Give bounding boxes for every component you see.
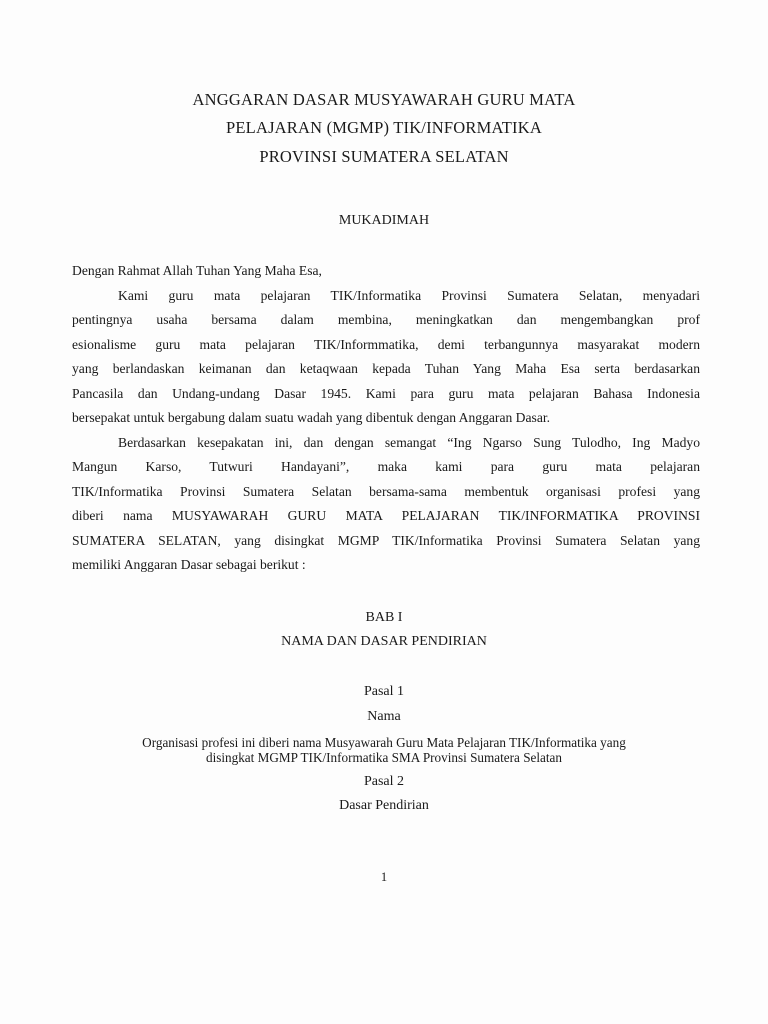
pasal-1-label: Pasal 1	[363, 684, 405, 699]
opening-line: Dengan Rahmat Allah Tuhan Yang Maha Esa,	[72, 263, 322, 278]
paragraph-1-line: esionalisme guru mata pelajaran TIK/Informmatika, demi terbangunnya masyarakat modern	[72, 336, 700, 352]
paragraph-1-line: pentingnya usaha bersama dalam membina, meningkatkan dan mengembangkan prof	[72, 312, 700, 327]
paragraph-2-line: Berdasarkan kesepakatan ini, dan dengan semangat “Ing Ngarso Sung Tulodho, Ing Madyo	[118, 434, 700, 450]
pasal-1-body	[0, 735, 768, 765]
paragraph-1-line: bersepakat untuk bergabung dalam suatu wadah yang dibentuk dengan Anggaran Dasar.	[72, 410, 551, 425]
paragraph-1-line: yang berlandaskan keimanan dan ketaqwaan kepada Tuhan Yang Maha Esa serta berdasarkan	[72, 361, 700, 376]
paragraph-1-line: Kami guru mata pelajaran TIK/Informatika Provinsi Sumatera Selatan, menyadari	[118, 287, 700, 303]
pasal-1-title: Nama	[367, 709, 401, 724]
page-number: 1	[380, 870, 388, 884]
pasal-1-body-line-2: disingkat MGMP TIK/Informatika SMA Provinsi Sumatera Selatan	[205, 750, 563, 765]
paragraph-2-line: Mangun Karso, Tutwuri Handayani”, maka kami para guru mata pelajaran	[72, 459, 700, 474]
pasal-2-label: Pasal 2	[363, 774, 405, 789]
mukadimah-heading: MUKADIMAH	[338, 213, 430, 228]
paragraph-2-line: diberi nama MUSYAWARAH GURU MATA PELAJARAN TIK/INFORMATIKA PROVINSI	[72, 508, 700, 523]
bab-label: BAB I	[365, 610, 403, 625]
document-title-line-2: PELAJARAN (MGMP) TIK/INFORMATIKA	[226, 118, 542, 137]
bab-title: NAMA DAN DASAR PENDIRIAN	[281, 634, 487, 649]
paragraph-1-line: Pancasila dan Undang-undang Dasar 1945. Kami para guru mata pelajaran Bahasa Indonesia	[72, 385, 700, 401]
document-title-line-1: ANGGARAN DASAR MUSYAWARAH GURU MATA	[192, 90, 576, 109]
paragraph-2-line: TIK/Informatika Provinsi Sumatera Selatan bersama-sama membentuk organisasi profesi yang	[72, 483, 700, 499]
paragraph-2-line: memiliki Anggaran Dasar sebagai berikut :	[72, 557, 306, 572]
pasal-2-title: Dasar Pendirian	[339, 798, 429, 813]
pasal-1-body-line-1: Organisasi profesi ini diberi nama Musyawarah Guru Mata Pelajaran TIK/Informatika yang	[142, 735, 626, 750]
paragraph-2-line: SUMATERA SELATAN, yang disingkat MGMP TIK/Informatika Provinsi Sumatera Selatan yang	[72, 532, 700, 548]
mukadimah-body	[72, 259, 700, 578]
document-title-line-3: PROVINSI SUMATERA SELATAN	[259, 147, 509, 166]
